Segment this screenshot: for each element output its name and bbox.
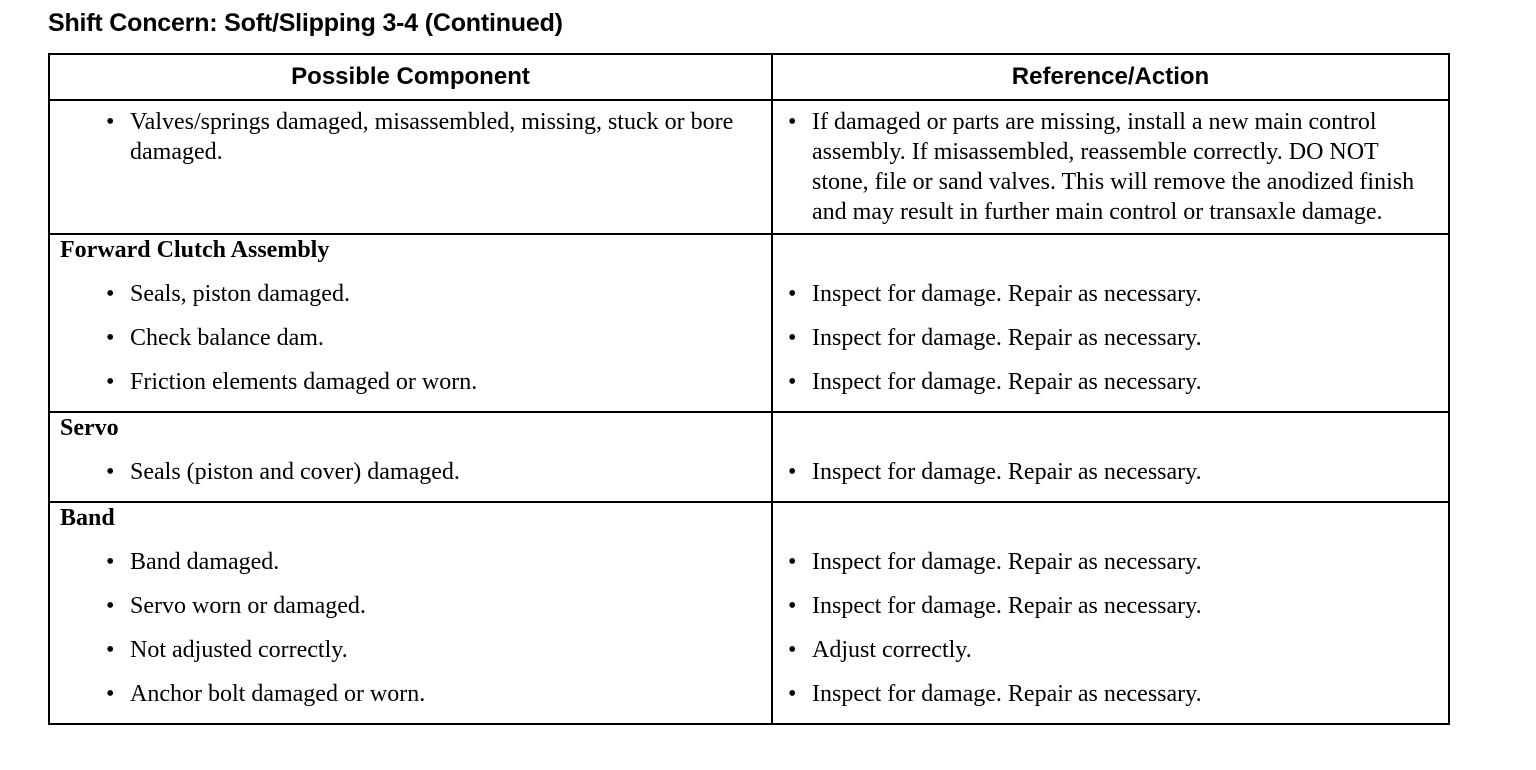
table-row xyxy=(49,635,1449,679)
action-cell xyxy=(772,547,1449,591)
action-item: • Inspect for damage. Repair as necessary. xyxy=(812,547,1436,577)
component-item: • Seals, piston damaged. xyxy=(130,279,759,309)
group-heading: Servo xyxy=(49,412,772,457)
action-item: • Inspect for damage. Repair as necessary. xyxy=(812,591,1436,621)
component-cell xyxy=(49,591,772,635)
component-cell xyxy=(49,367,772,412)
component-item: • Check balance dam. xyxy=(130,323,759,353)
table-row xyxy=(49,547,1449,591)
table-row xyxy=(49,591,1449,635)
component-item: • Servo worn or damaged. xyxy=(130,591,759,621)
action-cell xyxy=(772,635,1449,679)
action-cell xyxy=(772,591,1449,635)
action-item: • Adjust correctly. xyxy=(812,635,1436,665)
table-row xyxy=(49,367,1449,412)
empty-cell xyxy=(772,412,1449,457)
component-cell xyxy=(49,323,772,367)
table-row xyxy=(49,457,1449,502)
group-header-row xyxy=(49,502,1449,547)
action-cell xyxy=(772,279,1449,323)
action-item: • Inspect for damage. Repair as necessary. xyxy=(812,367,1436,397)
empty-cell xyxy=(772,234,1449,279)
action-item: • If damaged or parts are missing, install a new main control assembly. If misassembled, reassemble correctly. DO NOT stone, file or sand valves. This will remove the anodized finish and may result in further main control or transaxle damage. xyxy=(812,107,1436,227)
table-row xyxy=(49,679,1449,724)
page-title: Shift Concern: Soft/Slipping 3-4 (Continued) xyxy=(48,9,563,37)
action-cell xyxy=(772,367,1449,412)
column-header-component: Possible Component xyxy=(49,54,772,100)
component-item: • Valves/springs damaged, misassembled, missing, stuck or bore damaged. xyxy=(130,107,759,167)
component-cell xyxy=(49,279,772,323)
component-cell xyxy=(49,679,772,724)
component-item: • Band damaged. xyxy=(130,547,759,577)
component-item: • Seals (piston and cover) damaged. xyxy=(130,457,759,487)
group-header-row xyxy=(49,412,1449,457)
group-heading: Band xyxy=(49,502,772,547)
action-cell xyxy=(772,457,1449,502)
table-row xyxy=(49,279,1449,323)
component-cell xyxy=(49,635,772,679)
component-item: • Not adjusted correctly. xyxy=(130,635,759,665)
component-cell xyxy=(49,100,772,234)
header-row xyxy=(49,54,1449,100)
action-item: • Inspect for damage. Repair as necessary. xyxy=(812,279,1436,309)
component-cell xyxy=(49,547,772,591)
column-header-action: Reference/Action xyxy=(772,54,1449,100)
table-row xyxy=(49,323,1449,367)
component-item: • Anchor bolt damaged or worn. xyxy=(130,679,759,709)
component-cell xyxy=(49,457,772,502)
action-cell xyxy=(772,679,1449,724)
empty-cell xyxy=(772,502,1449,547)
action-item: • Inspect for damage. Repair as necessary. xyxy=(812,457,1436,487)
action-item: • Inspect for damage. Repair as necessary. xyxy=(812,323,1436,353)
action-item: • Inspect for damage. Repair as necessary. xyxy=(812,679,1436,709)
group-header-row xyxy=(49,234,1449,279)
component-item: • Friction elements damaged or worn. xyxy=(130,367,759,397)
group-heading: Forward Clutch Assembly xyxy=(49,234,772,279)
table-row xyxy=(49,100,1449,234)
action-cell xyxy=(772,323,1449,367)
action-cell xyxy=(772,100,1449,234)
diagnosis-table xyxy=(48,53,1450,725)
